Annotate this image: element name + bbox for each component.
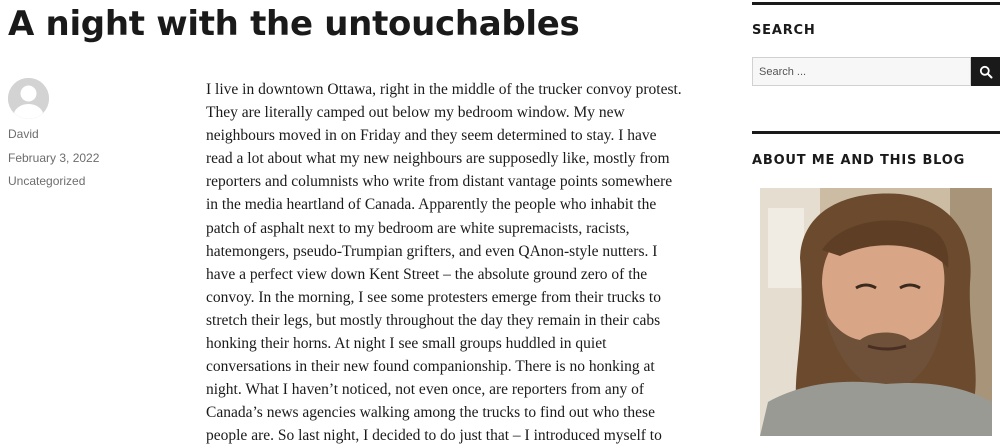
body-line: read a lot about what my new neighbours are supposedly like, mostly from — [206, 150, 670, 168]
body-line: neighbours moved in on Friday and they seem determined to stay. I have — [206, 127, 657, 145]
author-avatar — [8, 78, 49, 119]
post-date-link[interactable]: February 3, 2022 — [8, 151, 100, 165]
body-line: night. What I haven’t noticed, not even once, are reporters from any of — [206, 381, 645, 399]
body-line: They are literally camped out below my bedroom window. My new — [206, 104, 625, 122]
about-widget-title: ABOUT ME AND THIS BLOG — [752, 153, 966, 168]
post-author-link[interactable]: David — [8, 127, 39, 141]
body-line: reporters and columnists who write from distant vantage points somewhere — [206, 173, 673, 191]
body-line: people are. So last night, I decided to do just that – I introduced myself to — [206, 427, 662, 445]
author-portrait-image — [760, 188, 992, 436]
search-submit-button[interactable] — [971, 57, 1000, 86]
body-line: hatemongers, pseudo-Trumpian grifters, and even QAnon-style nutters. I — [206, 242, 658, 260]
body-line: I live in downtown Ottawa, right in the middle of the trucker convoy protest. — [206, 81, 682, 98]
body-line: stretch their legs, but mostly throughout the day they remain in their cabs — [206, 311, 661, 329]
body-line: convoy. In the morning, I see some protesters emerge from their trucks to — [206, 288, 661, 306]
body-line: Canada’s news agencies walking among the trucks to find out who these — [206, 404, 655, 422]
post-title[interactable]: A night with the untouchables — [8, 4, 580, 44]
body-line: have a perfect view down Kent Street – the absolute ground zero of the — [206, 265, 648, 283]
body-line: in the media heartland of Canada. Apparently the people who inhabit the — [206, 196, 657, 214]
body-line: conversations in their new found companionship. There is no honking at — [206, 358, 655, 376]
body-line: patch of asphalt next to my bedroom are white supremacists, racists, — [206, 219, 630, 237]
about-widget-divider — [752, 131, 1000, 134]
search-widget-title: SEARCH — [752, 23, 816, 38]
search-icon — [979, 65, 993, 79]
author-portrait — [760, 188, 992, 436]
avatar-placeholder-icon — [8, 78, 49, 119]
search-widget-divider — [752, 2, 1000, 5]
search-input[interactable] — [752, 57, 971, 86]
body-line: honking their horns. At night I see small groups huddled in quiet — [206, 335, 607, 353]
post-category-link[interactable]: Uncategorized — [8, 174, 86, 188]
post-body — [206, 78, 706, 448]
